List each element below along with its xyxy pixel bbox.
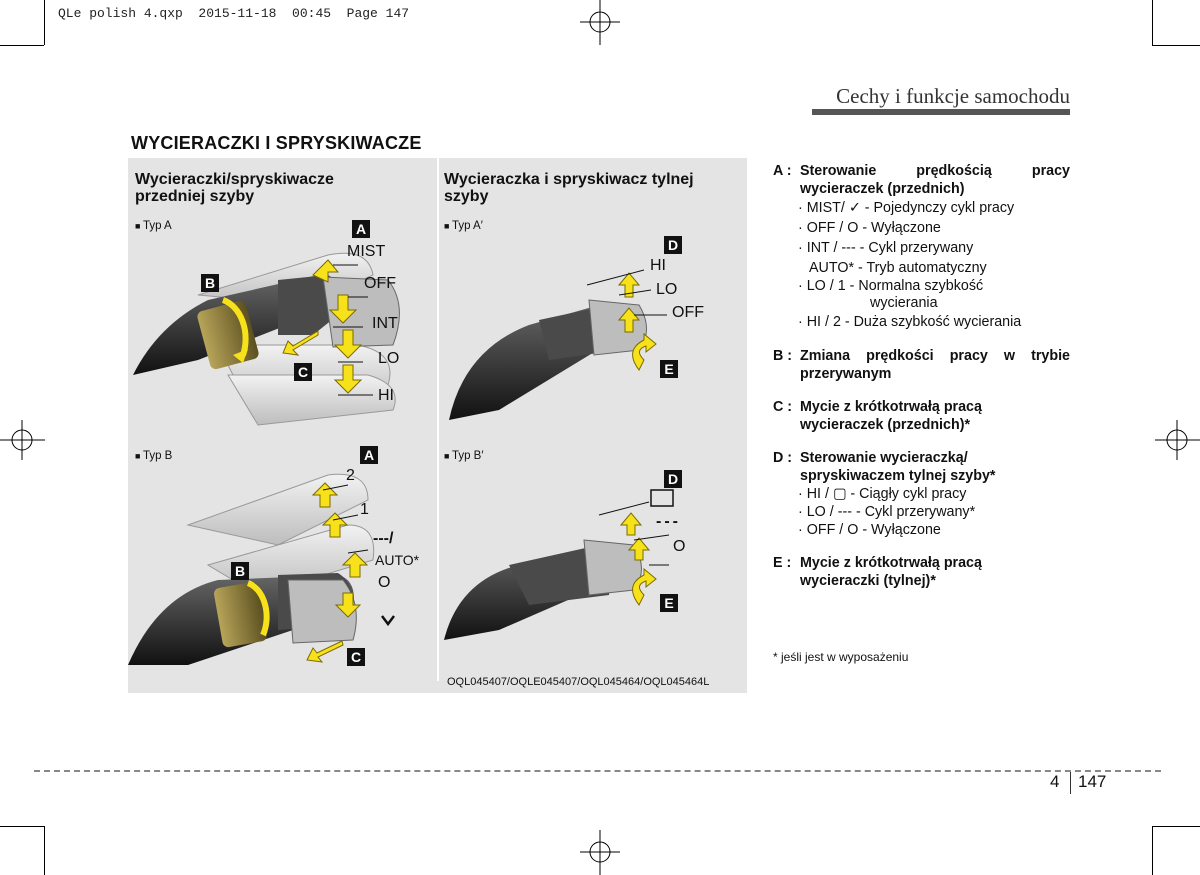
label-auto: AUTO* [375, 552, 420, 568]
page-number: 147 [1078, 772, 1107, 791]
badge-c: C [294, 363, 312, 381]
label-mist: MIST [347, 243, 386, 260]
badge-b: B [201, 274, 219, 292]
badge-e: E [660, 360, 678, 378]
label-hi: HI [378, 387, 394, 404]
page-number-separator [1070, 772, 1071, 794]
crop-mark [44, 0, 45, 45]
type-a-rear-label: ■ Typ A′ [444, 220, 483, 232]
registration-mark [575, 0, 625, 45]
legend-item-c: C : Mycie z krótkotrwałą pracą wycieraczek (przednich)* [773, 399, 982, 433]
header-rule [812, 109, 1070, 115]
footnote: * jeśli jest w wyposażeniu [773, 650, 909, 664]
badge-e: E [660, 594, 678, 612]
footer-rule [34, 770, 1161, 772]
legend-item-b: B : Zmiana prędkości pracy w trybie przerywanym [773, 348, 1070, 382]
registration-mark [575, 830, 625, 875]
badge-a: A [360, 446, 378, 464]
crop-mark [1152, 0, 1153, 45]
legend-d-line: · HI / ▢ - Ciągły cykl pracy [798, 486, 967, 502]
type-b-label: ■ Typ B [135, 450, 172, 462]
label-rear-hi: HI [650, 257, 666, 274]
legend-a-line: AUTO* - Tryb automatyczny [809, 260, 987, 276]
legend-d-line: · OFF / O - Wyłączone [798, 522, 941, 538]
front-wiper-title: Wycieraczki/spryskiwacze przedniej szyby [135, 171, 334, 205]
crop-mark [44, 826, 45, 875]
label-2: 2 [346, 467, 355, 484]
type-b-rear-label: ■ Typ B′ [444, 450, 484, 462]
label-rear-lo: LO [656, 281, 678, 298]
label-1: 1 [360, 501, 369, 518]
legend-item-e: E : Mycie z krótkotrwałą pracą wycieraczki (tylnej)* [773, 555, 982, 589]
label-rear-int: --- [656, 513, 681, 530]
page-heading: WYCIERACZKI I SPRYSKIWACZE [131, 133, 422, 153]
rear-wiper-stalk-type-a [439, 250, 747, 430]
rear-wiper-continuous-icon [651, 490, 673, 506]
registration-mark [0, 415, 45, 465]
label-int: INT [372, 315, 398, 332]
crop-mark [1152, 826, 1153, 875]
badge-b: B [231, 562, 249, 580]
legend-a-line: · HI / 2 - Duża szybkość wycierania [798, 314, 1022, 330]
label-off: OFF [364, 275, 396, 292]
registration-mark [1155, 415, 1200, 465]
crop-mark [0, 826, 44, 827]
badge-d: D [664, 470, 682, 488]
badge-a: A [352, 220, 370, 238]
rear-wiper-title: Wycieraczka i spryskiwacz tylnej szyby [444, 171, 694, 205]
legend-a-line: · OFF / O - Wyłączone [798, 220, 941, 236]
chapter-number: 4 [1050, 772, 1060, 791]
label-int-dashes: ---/ [373, 530, 394, 547]
label-rear-off: OFF [672, 304, 704, 321]
front-wiper-stalk-type-b [128, 465, 437, 675]
legend-a-line: · LO / 1 - Normalna szybkość [798, 278, 984, 294]
legend [773, 162, 1070, 605]
legend-d-line: · LO / --- - Cykl przerywany* [798, 504, 976, 520]
legend-item-d: D : Sterowanie wycieraczką/ spryskiwaczem tylnej szyby* · HI / ▢ - Ciągły cykl pracy · LO / --- - Cykl przerywany* · OFF / O - Wyłączone [773, 449, 1070, 539]
section-title: Cechy i funkcje samochodu [836, 84, 1070, 108]
crop-mark [1152, 826, 1200, 827]
type-a-label: ■ Typ A [135, 220, 172, 232]
badge-d: D [664, 236, 682, 254]
label-rear-o: O [673, 538, 686, 555]
badge-c: C [347, 648, 365, 666]
legend-a-line: wycierania [870, 295, 938, 311]
crop-mark [1152, 45, 1200, 46]
front-wiper-stalk-type-a [128, 235, 437, 435]
print-header: QLe polish 4.qxp 2015-11-18 00:45 Page 147 [58, 6, 410, 21]
legend-a-line: · MIST/ ✓ - Pojedynczy cykl pracy [798, 200, 1015, 216]
figure-caption: OQL045407/OQLE045407/OQL045464/OQL045464L [447, 676, 710, 688]
label-o: O [378, 574, 391, 591]
legend-item-a: A : Sterowanie prędkością pracy wycieraczek (przednich) · MIST/ ✓ - Pojedynczy cykl pracy · OFF / O - Wyłączone · INT / --- - Cykl przerywany AUTO* - Tryb automatyczny · LO / 1 - Normalna szybkość wycierania · HI / 2 - Duża szybkość wycierania [773, 163, 1070, 330]
mist-chevron-icon [380, 614, 396, 626]
legend-a-line: · INT / --- - Cykl przerywany [798, 240, 974, 256]
rear-wiper-stalk-type-b [439, 480, 747, 660]
crop-mark [0, 45, 44, 46]
label-lo: LO [378, 350, 400, 367]
